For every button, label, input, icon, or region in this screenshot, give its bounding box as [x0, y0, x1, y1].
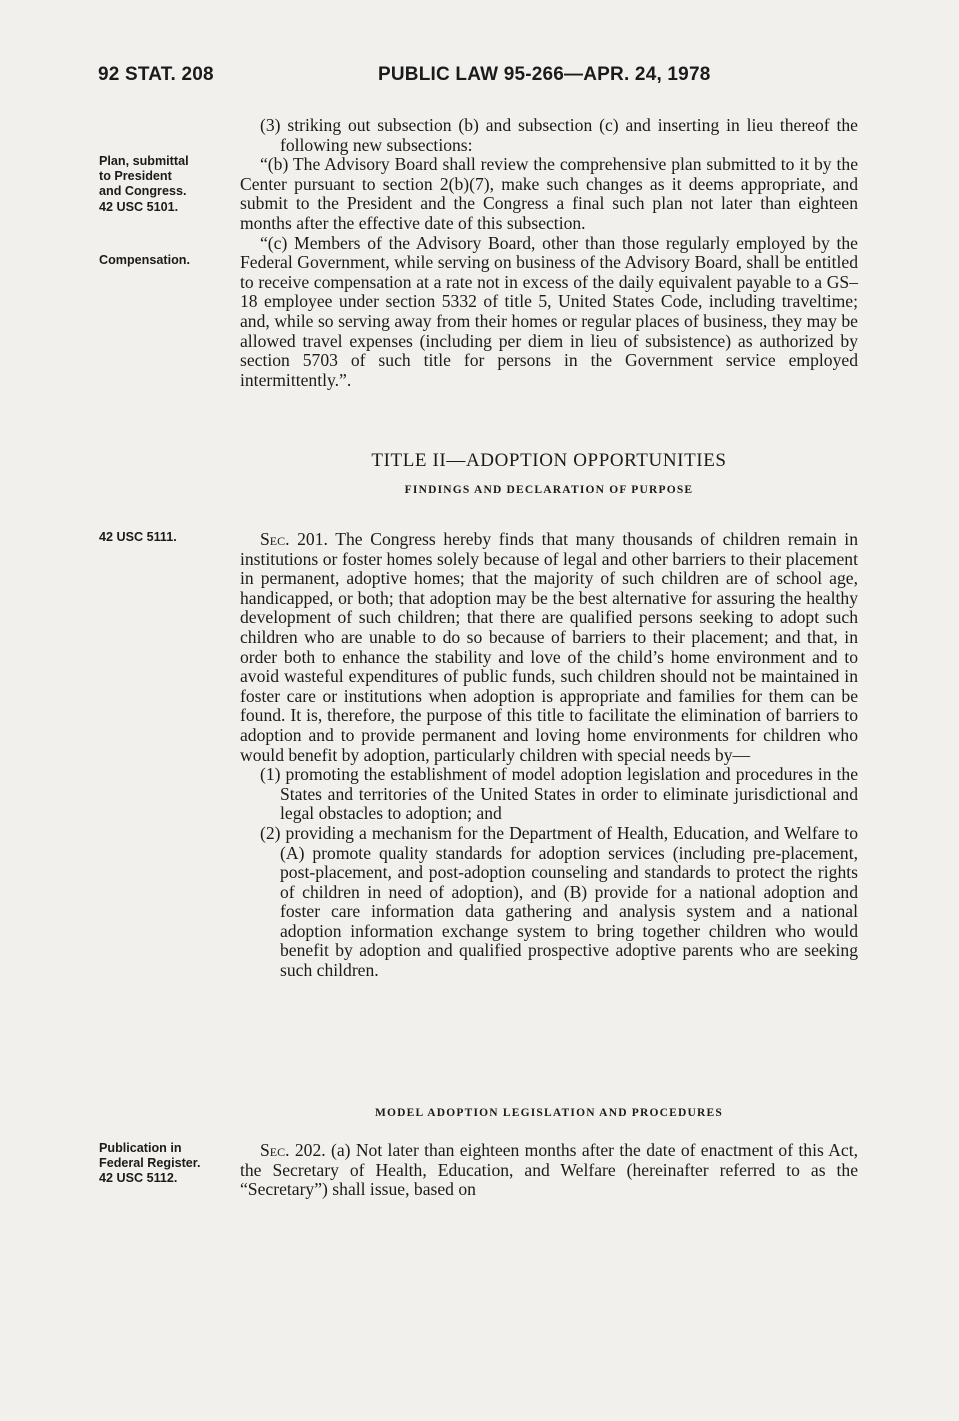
title-heading: TITLE II—ADOPTION OPPORTUNITIES [371, 450, 727, 471]
section-201 [240, 530, 858, 981]
margin-note-line: and Congress. [99, 184, 187, 198]
section-label: Sec. 201. [260, 529, 328, 549]
section-201-text [240, 530, 858, 765]
margin-note-usc-5111: 42 USC 5111. [99, 530, 177, 544]
margin-note-compensation: Compensation. [99, 253, 190, 267]
paragraph-3: (3) striking out subsection (b) and subsection (c) and inserting in lieu thereof the following new subsections: [260, 115, 858, 155]
model-heading-block [240, 1104, 858, 1124]
findings-subheading: FINDINGS AND DECLARATION OF PURPOSE [404, 483, 694, 496]
section-201-item-1: (1) promoting the establishment of model adoption legislation and procedures in the States and territories of the United States in order to eliminate jurisdictional and legal obstacles to adoption; and [260, 764, 858, 824]
section-202-body: (a) Not later than eighteen months after the date of enactment of this Act, the Secretary of Health, Education, and Welfare (hereinafter referred to as the “Secretary”) shall issue, based on [240, 1140, 858, 1200]
model-subheading: MODEL ADOPTION LEGISLATION AND PROCEDURES [374, 1107, 724, 1119]
margin-note-line: Federal Register. [99, 1156, 201, 1170]
section-202 [240, 1141, 858, 1200]
title-block [240, 451, 858, 500]
stat-citation: 92 STAT. 208 [98, 64, 214, 85]
section-202-text [240, 1141, 858, 1200]
law-title: PUBLIC LAW 95-266—APR. 24, 1978 [378, 64, 711, 85]
margin-note-line: to President [99, 169, 172, 183]
amendment-block [240, 116, 858, 390]
section-201-body: The Congress hereby finds that many thousands of children remain in institutions or foster homes solely because of legal and other barriers to their placement in permanent, adoptive homes; that the majority of such children are of school age, handicapped, or both; that adoption may be the best alternative for assuring the healthy development of such children; that there are qualified persons seeking to adopt such children who are unable to do so because of barriers to their placement; and that, in order both to enhance the stability and love of the child’s home environment and to avoid wasteful expenditures of public funds, such children should not be maintained in foster care or institutions when adoption is appropriate and families for them can be found. It is, therefore, the purpose of this title to facilitate the elimination of barriers to adoption and to provide permanent and loving home environments for children who would benefit by adoption, particularly children with special needs by— [240, 529, 858, 765]
section-201-item-2: (2) providing a mechanism for the Department of Health, Education, and Welfare to (A) promote quality standards for adoption services (including pre-placement, post-placement, and post-adoption counseling and standards to protect the rights of children in need of adoption), and (B) provide for a national adoption and foster care information data gathering and analysis system and a national adoption information exchange system to bring together children who would benefit by adoption and qualified prospective adoptive parents who are seeking such children. [260, 822, 858, 981]
margin-note-line: 42 USC 5112. [99, 1171, 178, 1185]
margin-note-line: Plan, submittal [99, 154, 189, 168]
page-header [98, 64, 858, 94]
margin-note-plan-submittal [99, 154, 229, 215]
margin-note-publication [99, 1141, 229, 1186]
margin-note-line: Publication in [99, 1141, 182, 1155]
margin-note-line: 42 USC 5101. [99, 200, 179, 214]
subsection-c: “(c) Members of the Advisory Board, other than those regularly employed by the Federal Government, while serving on business of the Advisory Board, shall be entitled to receive compensation at a rate not in excess of the daily equivalent payable to a GS–18 employee under section 5332 of title 5, United States Code, including traveltime; and, while so serving away from their homes or regular places of business, they may be allowed travel expenses (including per diem in lieu of subsistence) as authorized by section 5703 of such title for persons in the Government service employed intermittently.”. [240, 232, 858, 390]
section-label: Sec. 202. [260, 1140, 326, 1160]
subsection-b: “(b) The Advisory Board shall review the comprehensive plan submitted to it by the Center pursuant to section 2(b)(7), make such changes as it deems appropriate, and submit to the President and the Congress a final such plan not later than eighteen months after the effective date of this subsection. [240, 154, 858, 233]
